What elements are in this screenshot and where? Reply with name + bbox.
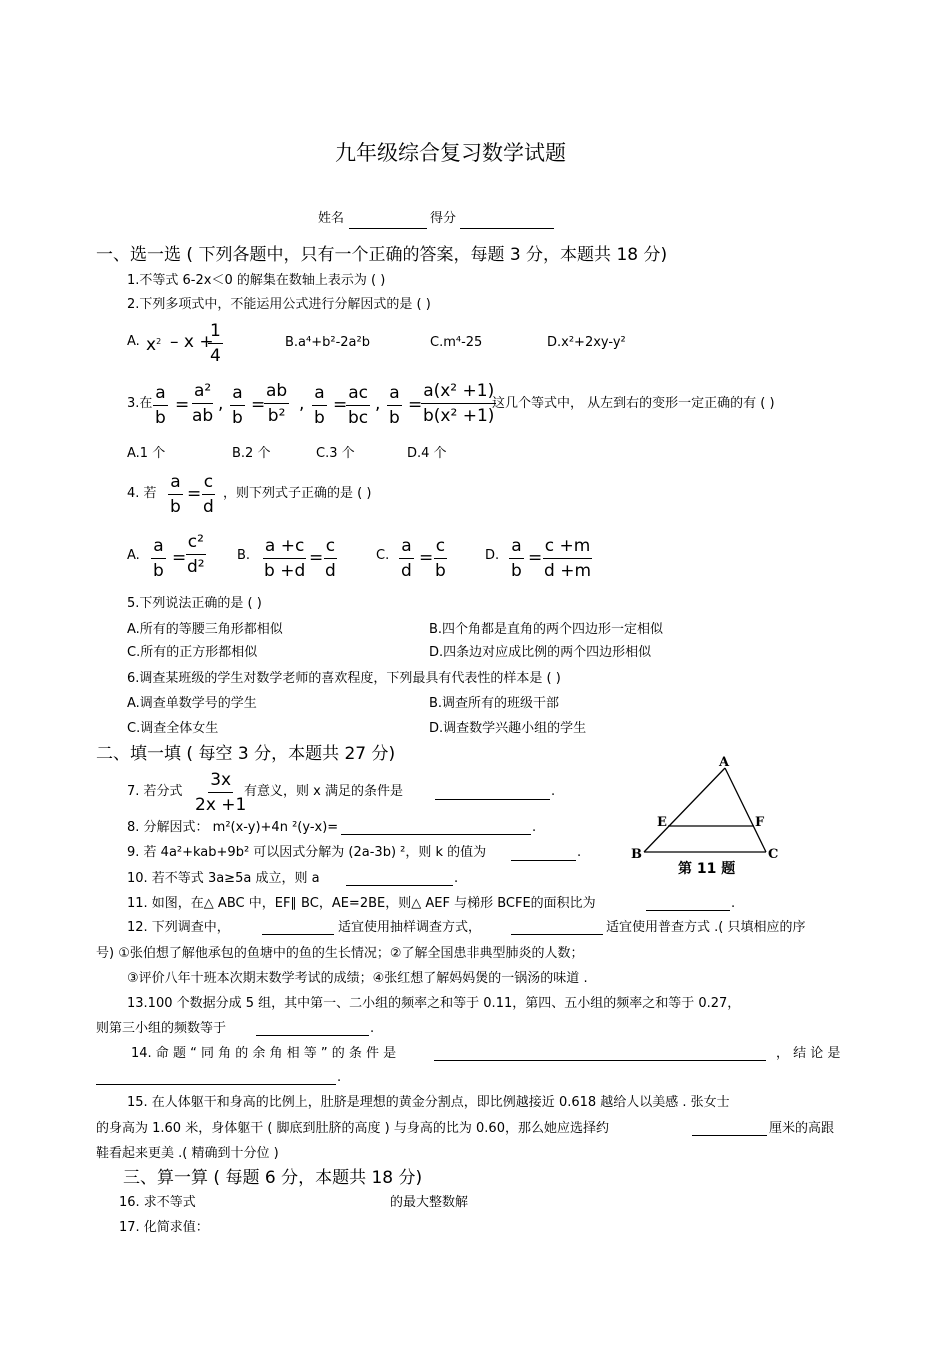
q2-option-b: B.a⁴+b²-2a²b bbox=[285, 335, 370, 350]
q3-fraction-3-right bbox=[346, 383, 370, 428]
q4-option-c-left bbox=[399, 536, 414, 581]
fraction-numerator: c bbox=[202, 472, 215, 495]
fraction-numerator: a bbox=[399, 536, 413, 559]
fraction-numerator: c² bbox=[186, 532, 206, 555]
fraction-numerator: 3x bbox=[208, 770, 233, 793]
fraction-denominator: 2x +1 bbox=[195, 795, 247, 815]
fraction-denominator: b bbox=[314, 408, 325, 428]
fraction-numerator: ab bbox=[264, 381, 289, 404]
vertex-label-e: E bbox=[657, 815, 667, 830]
equals-sign: = bbox=[408, 395, 423, 415]
fraction-denominator: d bbox=[325, 561, 336, 581]
side-ac bbox=[725, 768, 766, 852]
fraction-denominator: d bbox=[401, 561, 412, 581]
fraction-denominator: bc bbox=[348, 408, 369, 428]
period: . bbox=[337, 1070, 342, 1085]
q2-option-c: C.m⁴-25 bbox=[430, 335, 483, 350]
question-3-suffix: 这几个等式中， 从左到右的变形一定正确的有 ( ) bbox=[492, 396, 775, 411]
q13-answer-blank[interactable] bbox=[256, 1035, 369, 1036]
period: . bbox=[577, 845, 582, 860]
question-7-suffix: 有意义，则 x 满足的条件是 bbox=[244, 784, 403, 799]
section-2-heading: 二、填一填 ( 每空 3 分，本题共 27 分) bbox=[96, 744, 396, 764]
fraction-numerator: a bbox=[387, 383, 401, 406]
fraction-denominator: b² bbox=[267, 406, 286, 426]
equals-sign: = bbox=[175, 395, 190, 415]
fraction-numerator: c bbox=[324, 536, 337, 559]
q3-fraction-1-right bbox=[190, 381, 215, 426]
equals-sign: = bbox=[419, 548, 434, 568]
q4-option-b-left bbox=[262, 536, 307, 581]
fraction-denominator: b bbox=[155, 408, 166, 428]
fraction-denominator: b(x² +1) bbox=[423, 406, 495, 426]
q3-fraction-1-left bbox=[153, 383, 168, 428]
side-ab bbox=[644, 768, 725, 852]
q5-option-b: B.四个角都是直角的两个四边形一定相似 bbox=[429, 622, 664, 637]
fraction-numerator: ac bbox=[346, 383, 370, 406]
q14-condition-blank[interactable] bbox=[434, 1060, 766, 1061]
fraction-denominator: b +d bbox=[264, 561, 306, 581]
vertex-label-c: C bbox=[768, 847, 779, 862]
fraction-denominator: b bbox=[232, 408, 243, 428]
fraction-numerator: a bbox=[168, 472, 182, 495]
question-17: 17. 化简求值： bbox=[119, 1220, 209, 1235]
fraction-numerator: 1 bbox=[208, 321, 223, 344]
equals-sign: = bbox=[309, 548, 324, 568]
equals-sign: = bbox=[172, 548, 187, 568]
q4-option-c-right bbox=[433, 536, 448, 581]
q6-option-d: D.调查数学兴趣小组的学生 bbox=[429, 721, 587, 736]
period: . bbox=[532, 820, 537, 835]
equals-sign: = bbox=[528, 548, 543, 568]
question-4-prefix: 4. 若 bbox=[127, 486, 157, 501]
question-10: 10. 若不等式 3a≥5a 成立，则 a bbox=[127, 871, 320, 886]
fraction-numerator: a(x² +1) bbox=[421, 381, 496, 404]
q4-option-d-left bbox=[509, 536, 524, 581]
fraction-denominator: b bbox=[511, 561, 522, 581]
fraction-numerator: a bbox=[153, 383, 167, 406]
q3-option-a: A.1 个 bbox=[127, 446, 166, 461]
question-11: 11. 如图，在△ ABC 中，EF∥ BC，AE=2BE，则△ AEF 与梯形 BCFE的面积比为 bbox=[127, 896, 596, 911]
q3-option-b: B.2 个 bbox=[232, 446, 271, 461]
question-12-part-a: 12. 下列调查中， bbox=[127, 920, 230, 935]
question-15-line-3: 鞋看起来更美 .( 精确到十分位 ) bbox=[96, 1146, 279, 1161]
question-8: 8. 分解因式： m²(x-y)+4n ²(y-x)= bbox=[127, 820, 339, 835]
q6-option-c: C.调查全体女生 bbox=[127, 721, 219, 736]
section-1-heading: 一、选一选 ( 下列各题中，只有一个正确的答案，每题 3 分，本题共 18 分) bbox=[96, 245, 668, 265]
q8-answer-blank[interactable] bbox=[341, 834, 531, 835]
q2-option-d: D.x²+2xy-y² bbox=[547, 335, 626, 350]
q4-fraction-right bbox=[201, 472, 216, 517]
q5-option-d: D.四条边对应成比例的两个四边形相似 bbox=[429, 645, 652, 660]
fraction-denominator: d bbox=[203, 497, 214, 517]
equals-sign: = bbox=[251, 395, 266, 415]
question-4-suffix: ，则下列式子正确的是 ( ) bbox=[223, 486, 372, 501]
section-3-heading: 三、算一算 ( 每题 6 分，本题共 18 分) bbox=[123, 1168, 423, 1188]
q2-option-a-fraction bbox=[208, 321, 223, 366]
q4-option-d-right bbox=[542, 536, 593, 581]
score-field[interactable] bbox=[460, 228, 554, 229]
q2-option-a-label: A. bbox=[127, 334, 140, 349]
equals-sign: = bbox=[333, 395, 348, 415]
fraction-denominator: 4 bbox=[210, 346, 221, 366]
q4-option-b-label: B. bbox=[237, 548, 251, 563]
name-field[interactable] bbox=[349, 228, 427, 229]
q4-fraction-left bbox=[168, 472, 183, 517]
question-7-prefix: 7. 若分式 bbox=[127, 784, 183, 799]
period: . bbox=[731, 896, 736, 911]
q4-option-b-right bbox=[323, 536, 338, 581]
separator: , bbox=[218, 394, 224, 414]
question-12-line-3: ③评价八年十班本次期末数学考试的成绩；④张红想了解妈妈煲的一锅汤的味道 . bbox=[127, 971, 588, 986]
q7-answer-blank[interactable] bbox=[435, 799, 550, 800]
question-1: 1.不等式 6-2x＜0 的解集在数轴上表示为 ( ) bbox=[127, 273, 386, 288]
fraction-numerator: a bbox=[151, 536, 165, 559]
q12-sample-blank[interactable] bbox=[262, 934, 334, 935]
q3-option-c: C.3 个 bbox=[316, 446, 355, 461]
q5-option-c: C.所有的正方形都相似 bbox=[127, 645, 258, 660]
fraction-denominator: b bbox=[389, 408, 400, 428]
vertex-label-b: B bbox=[631, 847, 642, 862]
question-15-line-2-end: 厘米的高跟 bbox=[769, 1121, 835, 1136]
separator: , bbox=[299, 394, 305, 414]
fraction-denominator: d² bbox=[187, 557, 205, 577]
score-label: 得分 bbox=[430, 211, 457, 226]
fraction-denominator: ab bbox=[192, 406, 214, 426]
fraction-denominator: d +m bbox=[544, 561, 591, 581]
q4-option-c-label: C. bbox=[376, 548, 390, 563]
question-12-part-b: 适宜使用抽样调查方式， bbox=[338, 920, 482, 935]
fraction-numerator: a² bbox=[192, 381, 213, 404]
fraction-denominator: b bbox=[170, 497, 181, 517]
fraction-numerator: c +m bbox=[543, 536, 593, 559]
q2-option-a-x: $x^2$ bbox=[146, 335, 162, 355]
triangle-figure bbox=[626, 752, 786, 882]
question-2: 2.下列多项式中，不能运用公式进行分解因式的是 ( ) bbox=[127, 297, 431, 312]
fraction-denominator: b bbox=[435, 561, 446, 581]
q4-option-a-right bbox=[185, 532, 207, 577]
fraction-denominator: b bbox=[153, 561, 164, 581]
q3-fraction-3-left bbox=[312, 383, 327, 428]
q4-option-a-label: A. bbox=[127, 548, 140, 563]
question-13-line-1: 13.100 个数据分成 5 组，其中第一、二小组的频率之和等于 0.11，第四、五小组的频率之和等于 0.27， bbox=[127, 996, 741, 1011]
question-16-prefix: 16. 求不等式 bbox=[119, 1195, 196, 1210]
question-15-line-2: 的身高为 1.60 米，身体躯干 ( 脚底到肚脐的高度 ) 与身高的比为 0.60，那么她应选择约 bbox=[96, 1121, 609, 1136]
question-13-line-2: 则第三小组的频数等于 bbox=[96, 1021, 227, 1036]
figure-caption: 第 11 题 bbox=[678, 861, 736, 877]
fraction-numerator: c bbox=[434, 536, 447, 559]
question-16-suffix: 的最大整数解 bbox=[390, 1195, 469, 1210]
period: . bbox=[454, 871, 459, 886]
q11-answer-blank[interactable] bbox=[646, 910, 730, 911]
equals-sign: = bbox=[187, 484, 202, 504]
question-6: 6.调查某班级的学生对数学老师的喜欢程度，下列最具有代表性的样本是 ( ) bbox=[127, 671, 561, 686]
q3-option-d: D.4 个 bbox=[407, 446, 447, 461]
q6-option-a: A.调查单数学号的学生 bbox=[127, 696, 257, 711]
q4-option-d-label: D. bbox=[485, 548, 500, 563]
question-3-prefix: 3.在 bbox=[127, 396, 153, 411]
separator: , bbox=[375, 394, 381, 414]
q3-fraction-4-left bbox=[387, 383, 402, 428]
q15-answer-blank[interactable] bbox=[692, 1135, 767, 1136]
fraction-numerator: a bbox=[230, 383, 244, 406]
q3-fraction-4-right bbox=[421, 381, 496, 426]
q3-fraction-2-right bbox=[264, 381, 289, 426]
q3-fraction-2-left bbox=[230, 383, 245, 428]
q2-option-a-minus: – x + bbox=[170, 332, 214, 352]
question-14-conclusion: ， 结 论 是 bbox=[776, 1046, 841, 1061]
vertex-label-a: A bbox=[719, 755, 730, 770]
q4-option-a-left bbox=[151, 536, 166, 581]
q6-option-b: B.调查所有的班级干部 bbox=[429, 696, 560, 711]
question-5: 5.下列说法正确的是 ( ) bbox=[127, 596, 262, 611]
vertex-label-f: F bbox=[755, 815, 765, 830]
page-title: 九年级综合复习数学试题 bbox=[335, 141, 566, 165]
q10-answer-blank[interactable] bbox=[346, 885, 453, 886]
name-label: 姓名 bbox=[318, 211, 345, 226]
q9-answer-blank[interactable] bbox=[511, 860, 576, 861]
fraction-numerator: a bbox=[509, 536, 523, 559]
q5-option-a: A.所有的等腰三角形都相似 bbox=[127, 622, 283, 637]
question-14-condition: 14. 命 题 “ 同 角 的 余 角 相 等 ” 的 条 件 是 bbox=[131, 1046, 397, 1061]
question-9: 9. 若 4a²+kab+9b² 可以因式分解为 (2a-3b) ²，则 k 的值为 bbox=[127, 845, 487, 860]
q7-fraction bbox=[193, 770, 248, 815]
question-12-line-2: 号) ①张伯想了解他承包的鱼塘中的鱼的生长情况；②了解全国患非典型肺炎的人数； bbox=[96, 946, 584, 961]
period: . bbox=[551, 784, 556, 799]
q12-census-blank[interactable] bbox=[511, 934, 603, 935]
fraction-numerator: a bbox=[312, 383, 326, 406]
question-12-part-c: 适宜使用普查方式 .( 只填相应的序 bbox=[606, 920, 806, 935]
fraction-numerator: a +c bbox=[263, 536, 306, 559]
q14-conclusion-blank[interactable] bbox=[96, 1084, 336, 1085]
period: . bbox=[370, 1021, 375, 1036]
question-15-line-1: 15. 在人体躯干和身高的比例上，肚脐是理想的黄金分割点，即比例越接近 0.618 越给人以美感 . 张女士 bbox=[127, 1095, 730, 1110]
